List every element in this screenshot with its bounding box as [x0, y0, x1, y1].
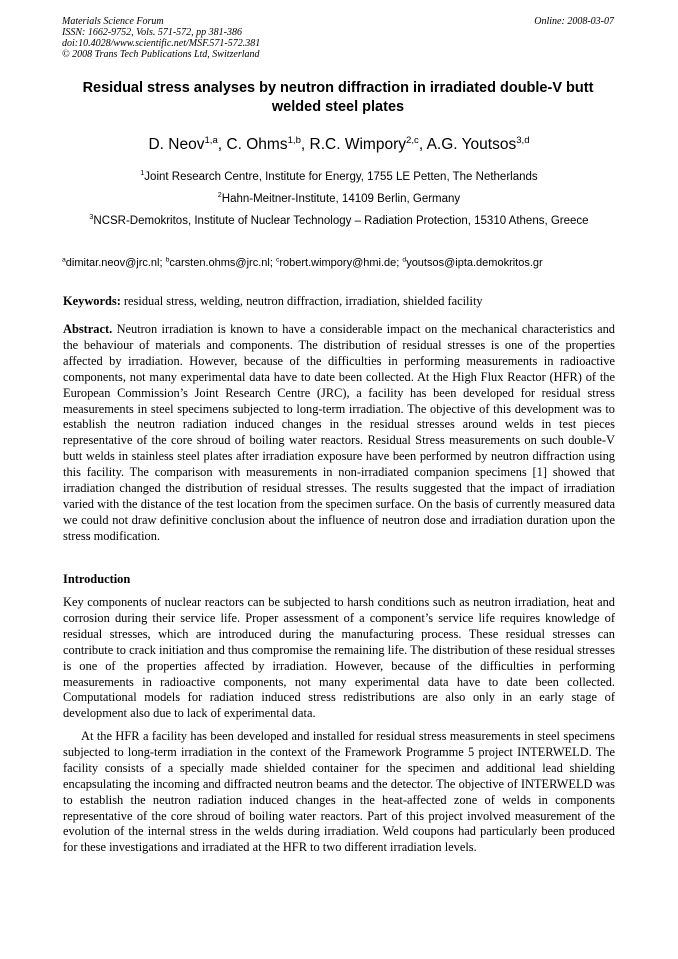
author-affiliation-mark: 3,d	[516, 134, 530, 146]
affiliation-text: NCSR-Demokritos, Institute of Nuclear Technology – Radiation Protection, 15310 Athens, Greece	[93, 215, 589, 227]
affiliation-mark: 1	[140, 169, 145, 178]
affiliation	[40, 213, 638, 229]
email-mark: d	[402, 256, 407, 264]
journal-name: Materials Science Forum	[62, 16, 164, 27]
introduction-paragraph: Key components of nuclear reactors can be subjected to harsh conditions such as neutron irradiation, heat and corrosion during their service life. Proper assessment of a component’s service life requires knowledge of residual stresses, which are introduced during the manufacturing process. These residual stresses can contribute to crack initiation and thus compromise the remaining life. The distribution of these residual stresses is one of the properties affected by irradiation. However, because of the difficulties in performing measurements in radioactive components, not many experimental data have to date been collected. Computational models for radiation induced stress redistributions are also only in an early stage of development also due to lack of experimental data.	[63, 595, 615, 721]
keywords-label: Keywords:	[63, 294, 121, 308]
author-list: D. Neov$^{1,a}$, C. Ohms$^{1,b}$, R.C. Wimpory$^{2,c}$, A.G. Youtsos$^{3,d}$	[148, 134, 530, 153]
author-name: C. Ohms	[226, 136, 288, 153]
author-name: D. Neov	[148, 136, 205, 153]
email-link[interactable]: dimitar.neov@jrc.nl;	[65, 257, 166, 269]
author-name: A.G. Youtsos	[426, 136, 517, 153]
introduction-heading: Introduction	[63, 572, 131, 586]
abstract-text: Neutron irradiation is known to have a considerable impact on the mechanical characteristics and the behaviour of materials and components. The distribution of residual stresses is one of the properties affected by irradiation. However, because of the difficulties in performing measurements in radioactive components, not many experimental data have to date been collected. At the High Flux Reactor (HFR) of the European Commission’s Joint Research Centre (JRC), a facility has been developed for residual stress measurements in steel specimens subjected to long-term irradiation. The objective of this development was to establish the neutron radiation induced changes in the residual stresses around welds in test pieces representative of the core shroud of boiling water reactors. Residual Stress measurements on such double-V butt welds in stainless steel plates after irradiation exposure have been performed by neutron diffraction using this facility. The comparison with measurements in non-irradiated companion specimens [1] showed that irradiation changed the distribution of residual stresses. The results suggested that the impact of irradiation varied with the distance of the test location from the specimen surface. On the basis of currently measured data we could not draw definitive conclusion about the influence of neutron dose and irradiation duration upon the stress modification.	[63, 322, 615, 543]
email-link[interactable]: robert.wimpory@hmi.de;	[279, 257, 403, 269]
author-name: R.C. Wimpory	[309, 136, 406, 153]
affiliation-text: Hahn-Meitner-Institute, 14109 Berlin, Germany	[221, 193, 461, 205]
keywords-text: residual stress, welding, neutron diffraction, irradiation, shielded facility	[120, 294, 483, 308]
author-affiliation-mark: 2,c	[406, 134, 419, 146]
email-mark: a	[62, 256, 66, 264]
affiliation-mark: 3	[89, 213, 94, 222]
copyright-line: © 2008 Trans Tech Publications Ltd, Switzerland	[62, 49, 260, 60]
issn-line: ISSN: 1662-9752, Vols. 571-572, pp 381-386	[62, 27, 242, 38]
email-link[interactable]: youtsos@ipta.demokritos.gr	[406, 257, 543, 269]
abstract-label: Abstract.	[63, 322, 113, 336]
affiliation-text: Joint Research Centre, Institute for Energy, 1755 LE Petten, The Netherlands	[144, 171, 538, 183]
author-affiliation-mark: 1,a	[204, 134, 218, 146]
author-affiliation-mark: 1,b	[287, 134, 301, 146]
abstract-section	[63, 322, 615, 545]
affiliation	[40, 169, 638, 185]
keywords-section	[63, 294, 615, 310]
paper-title: Residual stress analyses by neutron diffraction in irradiated double-V butt welded steel plates	[82, 80, 594, 115]
doi-line[interactable]: doi:10.4028/www.scientific.net/MSF.571-572.381	[62, 38, 261, 49]
online-date: Online: 2008-03-07	[534, 16, 614, 27]
introduction-paragraph: At the HFR a facility has been developed and installed for residual stress measurements in steel specimens subjected to long-term irradiation in the context of the Framework Programme 5 project INTERWELD. The facility consists of a specially made shielded container for the specimen and additional lead shielding encapsulating the incoming and diffracted neutron beams and the detector. The objective of INTERWELD was to establish the neutron radiation induced changes in the heat-affected zone of welds in components representative of the core shroud of boiling water reactors. Part of this project involved measurement of the evolution of the internal stress in the welds during irradiation. Weld coupons had particularly been produced for these investigations and irradiated at the HFR to two different irradiation levels.	[63, 729, 615, 855]
affiliation-mark: 2	[217, 191, 222, 200]
email-mark: c	[275, 256, 280, 264]
email-mark: b	[165, 256, 170, 264]
journal-header	[62, 16, 614, 60]
email-link[interactable]: carsten.ohms@jrc.nl;	[169, 257, 276, 269]
email-list	[62, 255, 622, 271]
affiliation	[40, 191, 638, 207]
